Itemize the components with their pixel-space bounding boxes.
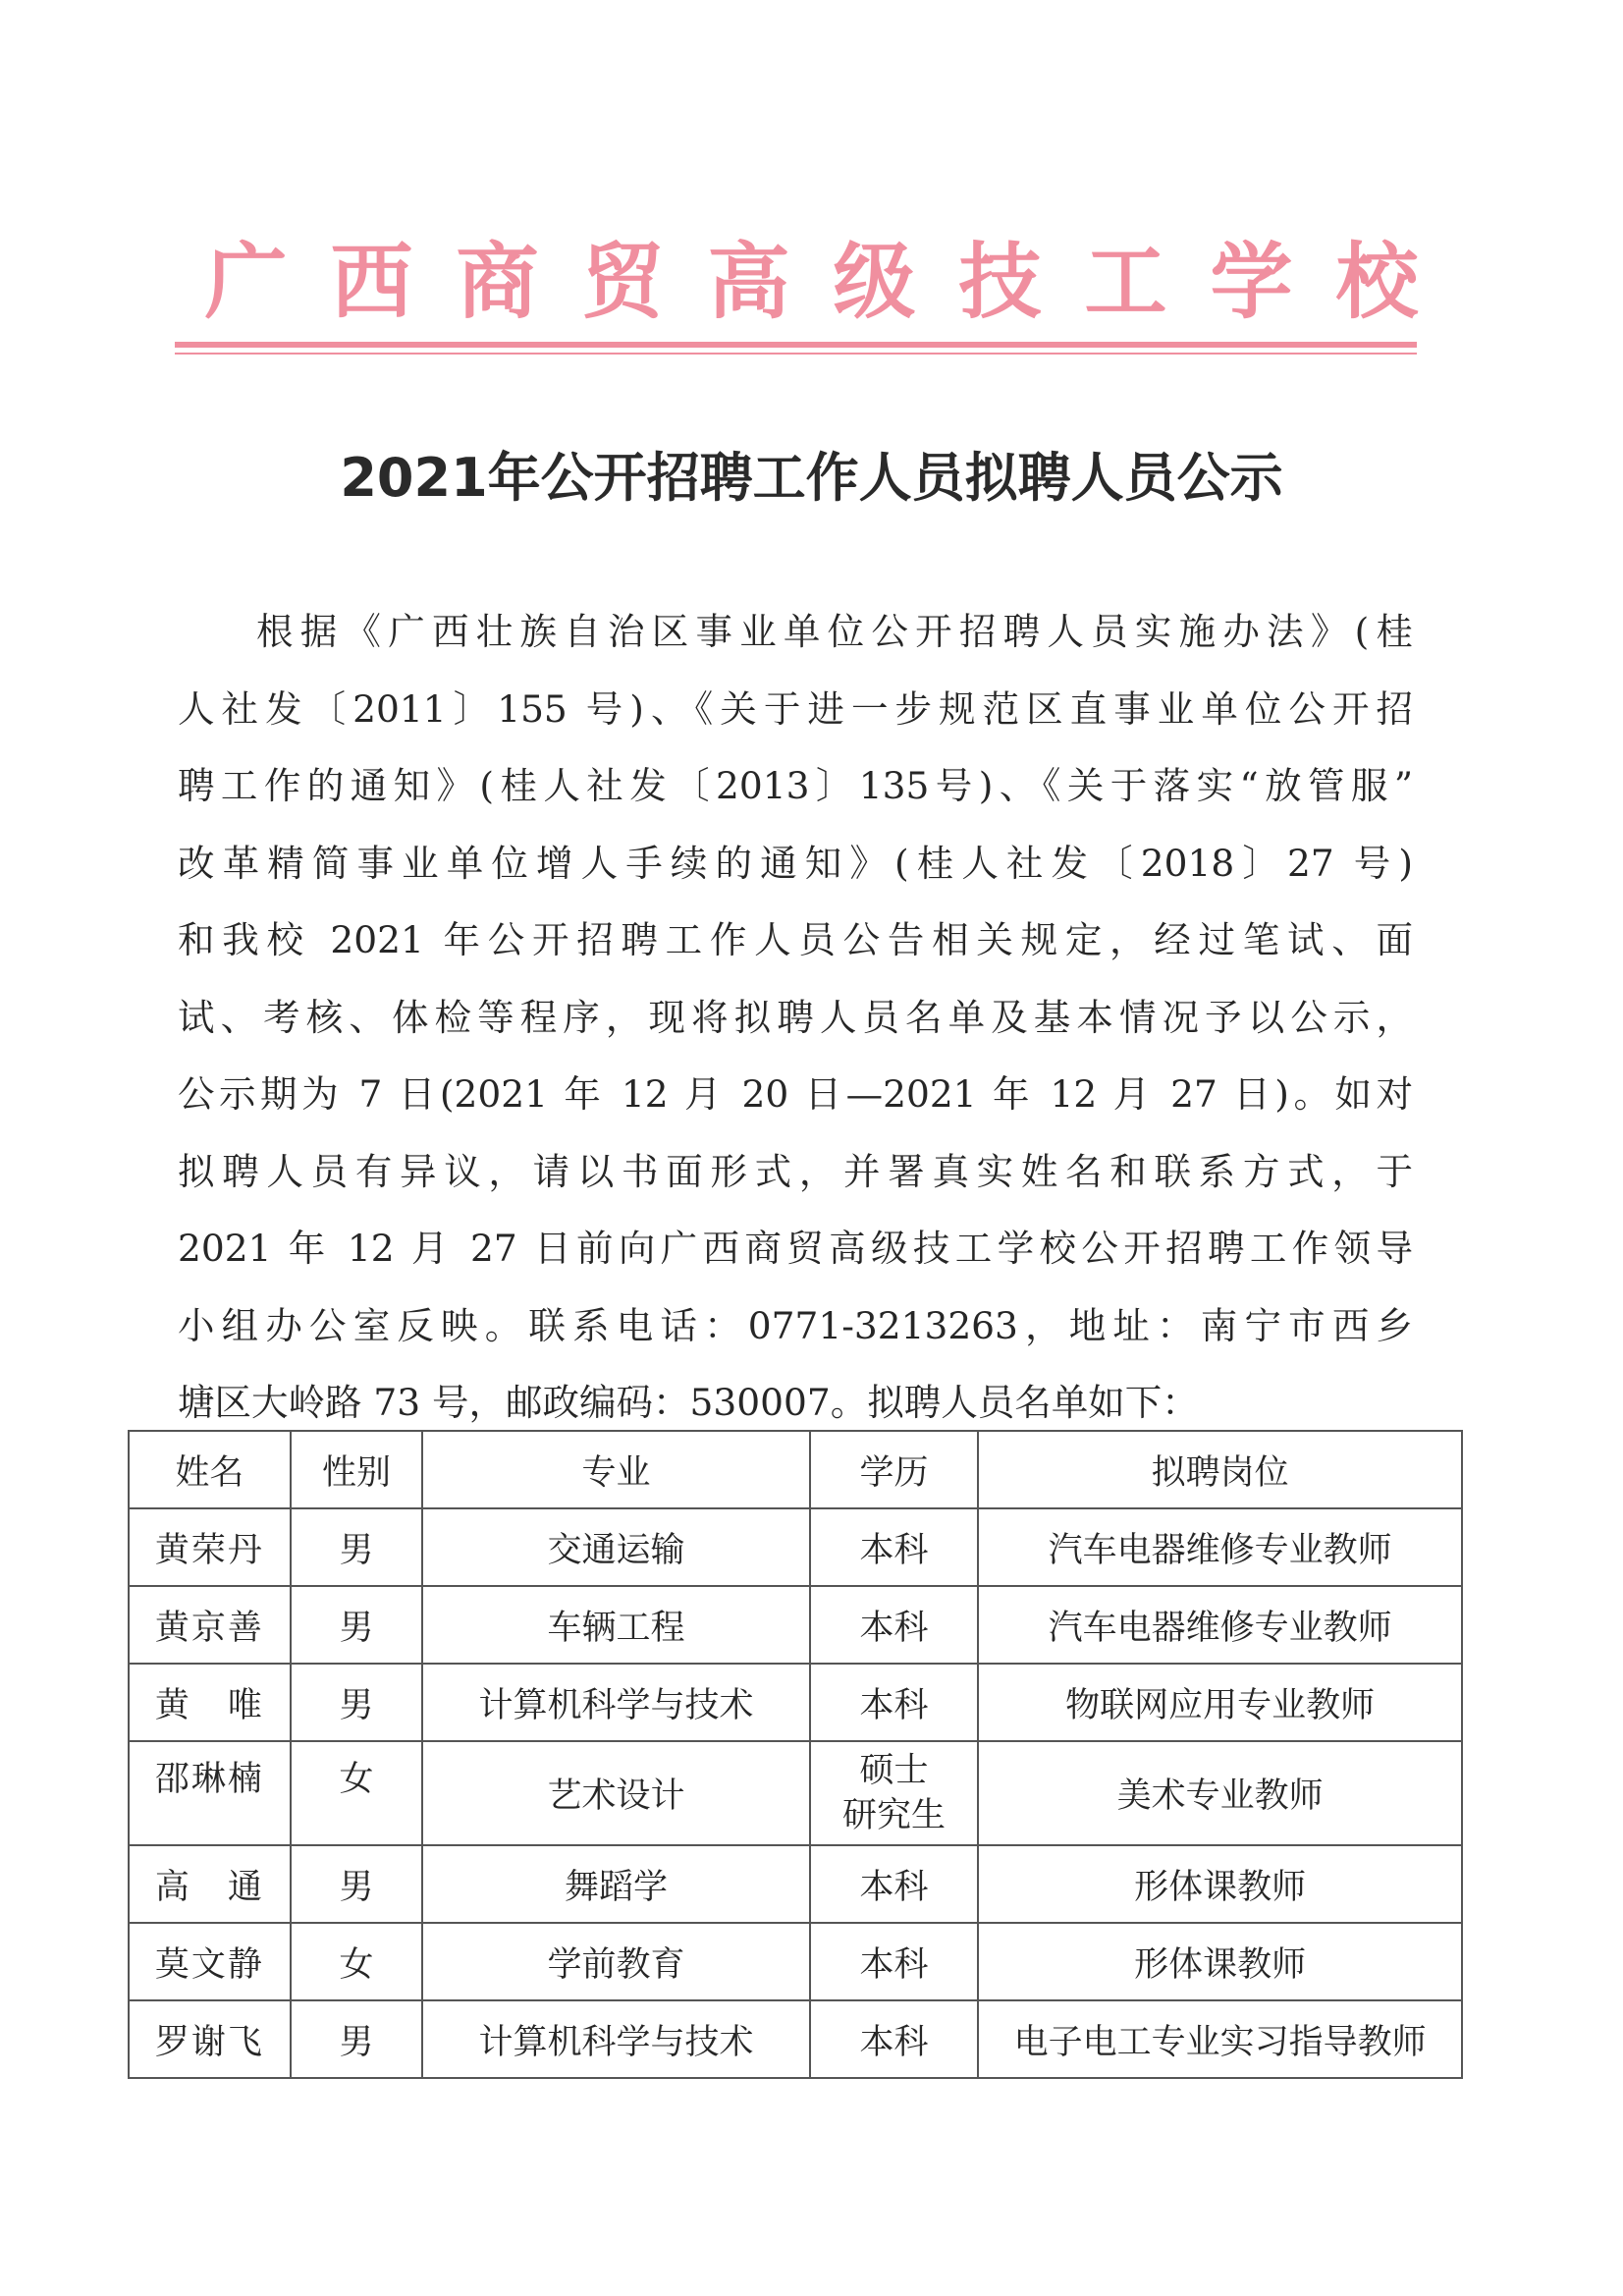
cell-major: 计算机科学与技术 bbox=[422, 1664, 809, 1741]
cell-gender: 女 bbox=[291, 1741, 423, 1845]
body-line: 根据《广西壮族自治区事业单位公开招聘人员实施办法》(桂 bbox=[256, 610, 1413, 653]
cell-position: 汽车电器维修专业教师 bbox=[978, 1508, 1462, 1586]
header-position: 拟聘岗位 bbox=[978, 1431, 1462, 1508]
cell-degree: 本科 bbox=[810, 1923, 979, 2000]
cell-name: 黄 唯 bbox=[129, 1664, 291, 1741]
table-row bbox=[129, 2000, 1462, 2078]
cell-degree-line: 研究生 bbox=[842, 1796, 947, 1835]
cell-position: 形体课教师 bbox=[978, 1923, 1462, 2000]
letterhead-rule-thin bbox=[175, 353, 1417, 355]
cell-name: 高 通 bbox=[129, 1845, 291, 1923]
table-row bbox=[129, 1845, 1462, 1923]
cell-name: 黄京善 bbox=[129, 1586, 291, 1664]
body-line: 2021 年 12 月 27 日前向广西商贸高级技工学校公开招聘工作领导 bbox=[178, 1227, 1413, 1270]
document-title: 2021年公开招聘工作人员拟聘人员公示 bbox=[340, 447, 1283, 509]
cell-degree: 本科 bbox=[810, 2000, 979, 2078]
cell-degree: 本科 bbox=[810, 1664, 979, 1741]
letterhead-org-name: 广西商贸高级技工学校 bbox=[204, 233, 1462, 330]
header-degree: 学历 bbox=[810, 1431, 979, 1508]
table-row bbox=[129, 1586, 1462, 1664]
cell-degree bbox=[810, 1741, 979, 1845]
body-line: 公示期为 7 日(2021 年 12 月 20 日—2021 年 12 月 27 日)。如对 bbox=[178, 1072, 1413, 1116]
cell-name: 罗谢飞 bbox=[129, 2000, 291, 2078]
header-major: 专业 bbox=[422, 1431, 809, 1508]
body-line: 小组办公室反映。联系电话：0771-3213263，地址：南宁市西乡 bbox=[178, 1303, 1413, 1347]
table-row bbox=[129, 1508, 1462, 1586]
cell-degree: 本科 bbox=[810, 1508, 979, 1586]
cell-position: 形体课教师 bbox=[978, 1845, 1462, 1923]
table-row bbox=[129, 1741, 1462, 1845]
letterhead-rule-thick bbox=[175, 342, 1417, 348]
body-line: 聘工作的通知》(桂人社发〔2013〕135号)、《关于落实“放管服” bbox=[178, 764, 1413, 807]
cell-gender: 男 bbox=[291, 2000, 423, 2078]
body-line: 试、考核、体检等程序，现将拟聘人员名单及基本情况予以公示， bbox=[178, 995, 1413, 1039]
cell-gender: 男 bbox=[291, 1845, 423, 1923]
table-header-row bbox=[129, 1431, 1462, 1508]
body-line: 塘区大岭路 73 号，邮政编码：530007。拟聘人员名单如下： bbox=[178, 1381, 1199, 1424]
cell-major: 车辆工程 bbox=[422, 1586, 809, 1664]
body-line: 人社发〔2011〕155 号)、《关于进一步规范区直事业单位公开招 bbox=[178, 686, 1413, 731]
cell-major: 交通运输 bbox=[422, 1508, 809, 1586]
cell-position: 电子电工专业实习指导教师 bbox=[978, 2000, 1462, 2078]
table-row bbox=[129, 1664, 1462, 1741]
cell-name: 邵琳楠 bbox=[129, 1741, 291, 1845]
cell-gender: 男 bbox=[291, 1586, 423, 1664]
hiring-roster-table bbox=[128, 1430, 1463, 2079]
cell-major: 舞蹈学 bbox=[422, 1845, 809, 1923]
cell-degree: 本科 bbox=[810, 1586, 979, 1664]
body-paragraph bbox=[178, 593, 1413, 1442]
cell-gender: 男 bbox=[291, 1664, 423, 1741]
header-name: 姓名 bbox=[129, 1431, 291, 1508]
cell-position: 物联网应用专业教师 bbox=[978, 1664, 1462, 1741]
cell-major: 学前教育 bbox=[422, 1923, 809, 2000]
cell-major: 艺术设计 bbox=[422, 1741, 809, 1845]
body-line: 改革精简事业单位增人手续的通知》(桂人社发〔2018〕27 号) bbox=[178, 841, 1413, 885]
cell-position: 汽车电器维修专业教师 bbox=[978, 1586, 1462, 1664]
cell-degree: 本科 bbox=[810, 1845, 979, 1923]
cell-name: 莫文静 bbox=[129, 1923, 291, 2000]
cell-position: 美术专业教师 bbox=[978, 1741, 1462, 1845]
table-row bbox=[129, 1923, 1462, 2000]
header-gender: 性别 bbox=[291, 1431, 423, 1508]
cell-gender: 女 bbox=[291, 1923, 423, 2000]
body-line: 和我校 2021 年公开招聘工作人员公告相关规定，经过笔试、面 bbox=[178, 918, 1413, 961]
cell-gender: 男 bbox=[291, 1508, 423, 1586]
cell-major: 计算机科学与技术 bbox=[422, 2000, 809, 2078]
body-line: 拟聘人员有异议，请以书面形式，并署真实姓名和联系方式，于 bbox=[178, 1149, 1413, 1193]
cell-degree-line: 硕士 bbox=[859, 1751, 929, 1790]
cell-name: 黄荣丹 bbox=[129, 1508, 291, 1586]
